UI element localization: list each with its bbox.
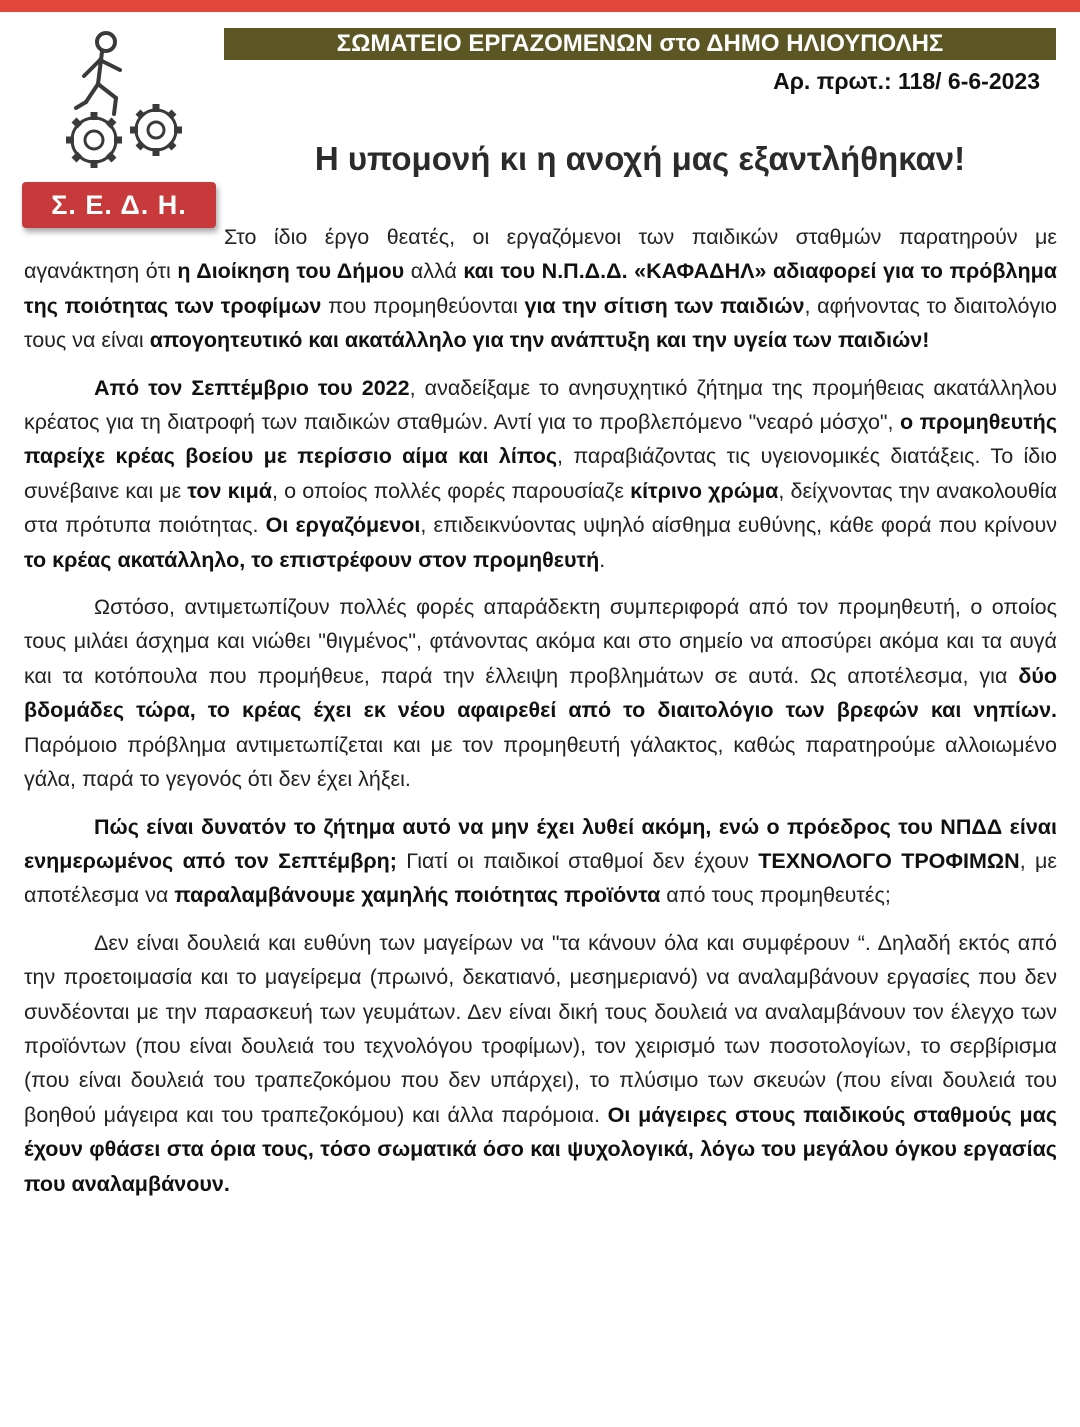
text-run: . (599, 547, 606, 572)
bold-text-run: και του Ν.Π.Δ.Δ. «ΚΑΦΑΔΗΛ» αδιαφορεί για το πρόβλημα της ποιότητας των τροφίμων (24, 259, 1057, 318)
bold-text-run: ο προμηθευτής παρείχε κρέας βοείου με περίσσιο αίμα και λίπος (24, 410, 1057, 469)
text-run: Στο ίδιο έργο θεατές, οι εργαζόμενοι των παιδικών σταθμών παρατηρούν με αγανάκτηση ότι (24, 225, 1057, 284)
bold-text-run: παραλαμβάνουμε χαμηλής ποιότητας προϊόντα (174, 883, 661, 908)
org-name-bar: ΣΩΜΑΤΕΙΟ ΕΡΓΑΖΟΜΕΝΩΝ στο ΔΗΜΟ ΗΛΙΟΥΠΟΛΗΣ (224, 28, 1056, 60)
document-title: Η υπομονή κι η ανοχή μας εξαντλήθηκαν! (314, 140, 966, 177)
text-run: από τους προμηθευτές; (660, 883, 891, 908)
paragraph (24, 810, 1057, 913)
text-run: , ο οποίος πολλές φορές παρουσίαζε (271, 478, 631, 503)
logo-banner: Σ. Ε. Δ. Η. (22, 182, 216, 228)
text-run: Παρόμοιο πρόβλημα αντιμετωπίζεται και με τον προμηθευτή γάλακτος, καθώς παρατηρούμε αλλοιωμένο γάλα, παρά το γεγονός ότι δεν έχει λήξει. (24, 732, 1057, 792)
text-run: , επιδεικνύοντας υψηλό αίσθημα ευθύνης, κάθε φορά που κρίνουν (420, 513, 1057, 538)
bold-text-run: τον κιμά (187, 478, 272, 503)
bold-text-run: απογοητευτικό και ακατάλληλο για την ανάπτυξη και την υγεία των παιδιών! (149, 328, 930, 353)
paragraph (24, 590, 1057, 796)
bold-text-run: για την σίτιση των παιδιών (524, 293, 805, 318)
text-run: Δεν είναι δουλειά και ευθύνη των μαγείρων να "τα κάνουν όλα και συμφέρουν “. Δηλαδή εκτός από την προετοιμασία και το μαγείρεμα (πρωινό, δεκατιανό, μεσημεριανό) να αναλαμβάνουν εργασίες που δεν συνδέονται με την παρασκευή των γευμάτων. Δεν είναι δική τους δουλειά να αναλαμβάνουν τον έλεγχο των προϊόντων (που είναι δουλειά του τεχνολόγου τροφίμων), τον χειρισμό των ποσοτολογίων, το σερβίρισμα (που είναι δουλειά του τραπεζοκόμου που δεν υπάρχει), το πλύσιμο των σκευών (που είναι δουλειά του βοηθού μάγειρα και του τραπεζοκόμου) και άλλα παρόμοια. (24, 930, 1057, 1127)
bold-text-run: δύο βδομάδες τώρα, το κρέας έχει εκ νέου αφαιρεθεί από το διαιτολόγιο των βρεφών και νηπίων. (24, 663, 1057, 723)
text-run: Ωστόσο, αντιμετωπίζουν πολλές φορές απαράδεκτη συμπεριφορά από τον προμηθευτή, ο οποίος τους μιλάει άσχημα και νιώθει "θιγμένος", φτάνοντας ακόμα και στο σημείο να αποσύρει ακόμα και τα αυγά και τα κοτόπουλα που προμήθευε, παρά την έλλειψη προβλημάτων σε αυτά. Ως αποτέλεσμα, για (24, 595, 1057, 688)
bold-text-run: το κρέας ακατάλληλο, το επιστρέφουν στον προμηθευτή (24, 547, 600, 572)
text-run: , παραβιάζοντας τις υγειονομικές διατάξεις. Το ίδιο συνέβαινε και με (24, 444, 1057, 503)
text-run: που προμηθεύονται (321, 293, 525, 318)
union-logo (18, 28, 223, 228)
text-run: αλλά (404, 259, 464, 284)
bold-text-run: ΤΕΧΝΟΛΟΓΟ ΤΡΟΦΙΜΩΝ (758, 848, 1020, 873)
text-run: , αναδείξαμε το ανησυχητικό ζήτημα της προμήθειας ακατάλληλου κρέατος για τη διατροφή των παιδικών σταθμών. Αντί για το προβλεπόμενο "νεαρό μόσχο", (24, 375, 1057, 435)
text-run: , δείχνοντας την ανακολουθία στα πρότυπα ποιότητας. (24, 478, 1057, 538)
bold-text-run: Από τον Σεπτέμβριο του 2022 (94, 375, 410, 400)
bold-text-run: Οι εργαζόμενοι (265, 513, 421, 538)
text-run: , αφήνοντας το διαιτολόγιο τους να είναι (24, 293, 1057, 353)
gears-walker-icon (58, 28, 188, 178)
paragraph (24, 371, 1057, 577)
top-accent-strip (0, 0, 1080, 12)
protocol-number: Αρ. πρωτ.: 118/ 6-6-2023 (773, 68, 1040, 94)
document-body (24, 220, 1057, 1214)
paragraph (24, 926, 1057, 1201)
text-run: Γιατί οι παιδικοί σταθμοί δεν έχουν (396, 848, 759, 873)
bold-text-run: η Διοίκηση του Δήμου (177, 259, 405, 284)
bold-text-run: Οι μάγειρες στους παιδικούς σταθμούς μας έχουν φθάσει στα όρια τους, τόσο σωματικά όσο και ψυχολογικά, λόγω του μεγάλου όγκου εργασίας που αναλαμβάνουν. (24, 1102, 1057, 1196)
bold-text-run: κίτρινο χρώμα (630, 478, 779, 503)
bold-text-run: Πώς είναι δυνατόν το ζήτημα αυτό να μην έχει λυθεί ακόμη, ενώ ο πρόεδρος του ΝΠΔΔ είναι ενημερωμένος από τον Σεπτέμβρη; (24, 814, 1057, 873)
paragraph (24, 220, 1057, 358)
text-run: , με αποτέλεσμα να (24, 848, 1057, 908)
